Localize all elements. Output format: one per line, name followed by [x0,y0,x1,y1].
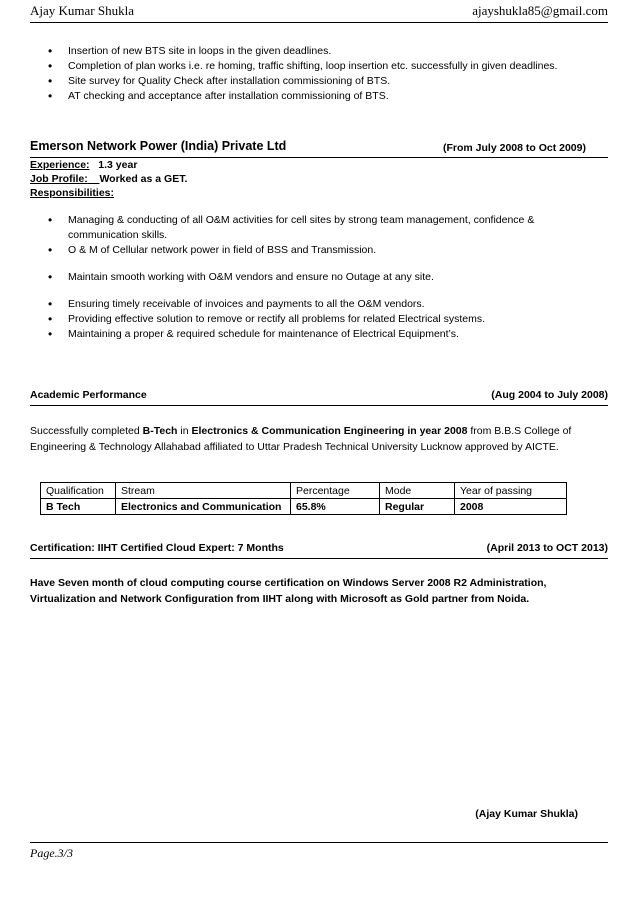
qualification-table [40,482,567,515]
header-name: Ajay Kumar Shukla [30,3,134,18]
top-bullet-list [30,44,608,104]
list-item: • AT checking and acceptance after installation commissioning of BTS. [30,89,608,104]
list-item: • Ensuring timely receivable of invoices and payments to all the O&M vendors. [30,297,608,312]
company-name: Emerson Network Power (India) Private Ltd [30,139,287,153]
list-item: • O & M of Cellular network power in field of BSS and Transmission. [30,243,608,258]
certification-description: Have Seven month of cloud computing course certification on Windows Server 2008 R2 Administration, Virtualization and Network Configuration from IIHT along with Microsoft as Gold partner from Noida. [30,577,547,605]
table-header-cell: Stream [116,483,291,499]
list-item: • Maintaining a proper & required schedule for maintenance of Electrical Equipment’s. [30,327,608,342]
profile-value: Worked as a GET. [99,173,188,185]
table-cell: Regular [380,499,455,515]
list-item: • Completion of plan works i.e. re homing, traffic shifting, loop insertion etc. successfully in given deadlines. [30,59,608,74]
academic-description: Successfully completed B-Tech in Electronics & Communication Engineering in year 2008 from B.B.S College of Engineering & Technology Allahabad affiliated to Uttar Pradesh Technical University Lucknow approved by AICTE. [30,425,572,453]
profile-line [30,172,608,186]
table-header-cell: Qualification [41,483,116,499]
table-cell: 65.8% [291,499,380,515]
list-item: • Site survey for Quality Check after installation commissioning of BTS. [30,74,608,89]
table-header-cell: Year of passing [455,483,567,499]
certification-section [30,542,608,607]
list-item: • Managing & conducting of all O&M activities for cell sites by strong team management, confidence & communication skills. [30,213,608,243]
responsibility-list-1 [30,213,608,258]
list-item: • Insertion of new BTS site in loops in the given deadlines. [30,44,608,59]
certification-title: Certification: IIHT Certified Cloud Expert: 7 Months [30,542,284,554]
responsibility-list-2 [30,270,608,285]
table-cell: 2008 [455,499,567,515]
signature: (Ajay Kumar Shukla) [475,808,578,820]
academic-heading [30,389,608,405]
experience-line [30,158,608,172]
academic-section [30,389,608,455]
responsibility-list-3 [30,297,608,342]
employer-heading [30,139,608,157]
header-email: ajayshukla85@gmail.com [472,3,608,18]
page-footer [30,842,608,861]
table-row [41,499,567,515]
profile-label: Job Profile: [30,173,88,185]
page-header [30,0,608,23]
employment-period: (From July 2008 to Oct 2009) [443,142,586,154]
list-item: • Maintain smooth working with O&M vendors and ensure no Outage at any site. [30,270,608,285]
section-divider [30,558,608,559]
table-cell: Electronics and Communication [116,499,291,515]
list-item: • Providing effective solution to remove or rectify all problems for related Electrical systems. [30,312,608,327]
academic-period: (Aug 2004 to July 2008) [491,389,608,401]
academic-title: Academic Performance [30,389,147,401]
section-divider [30,405,608,406]
employer-section [30,139,608,342]
table-cell: B Tech [41,499,116,515]
page-number: Page.3/3 [30,846,73,860]
certification-heading [30,542,608,558]
certification-period: (April 2013 to OCT 2013) [486,542,608,554]
table-header-cell: Percentage [291,483,380,499]
experience-value: 1.3 year [98,159,138,171]
table-header-cell: Mode [380,483,455,499]
responsibilities-label: Responsibilities: [30,187,115,199]
experience-label: Experience: [30,159,90,171]
table-header-row [41,483,567,499]
